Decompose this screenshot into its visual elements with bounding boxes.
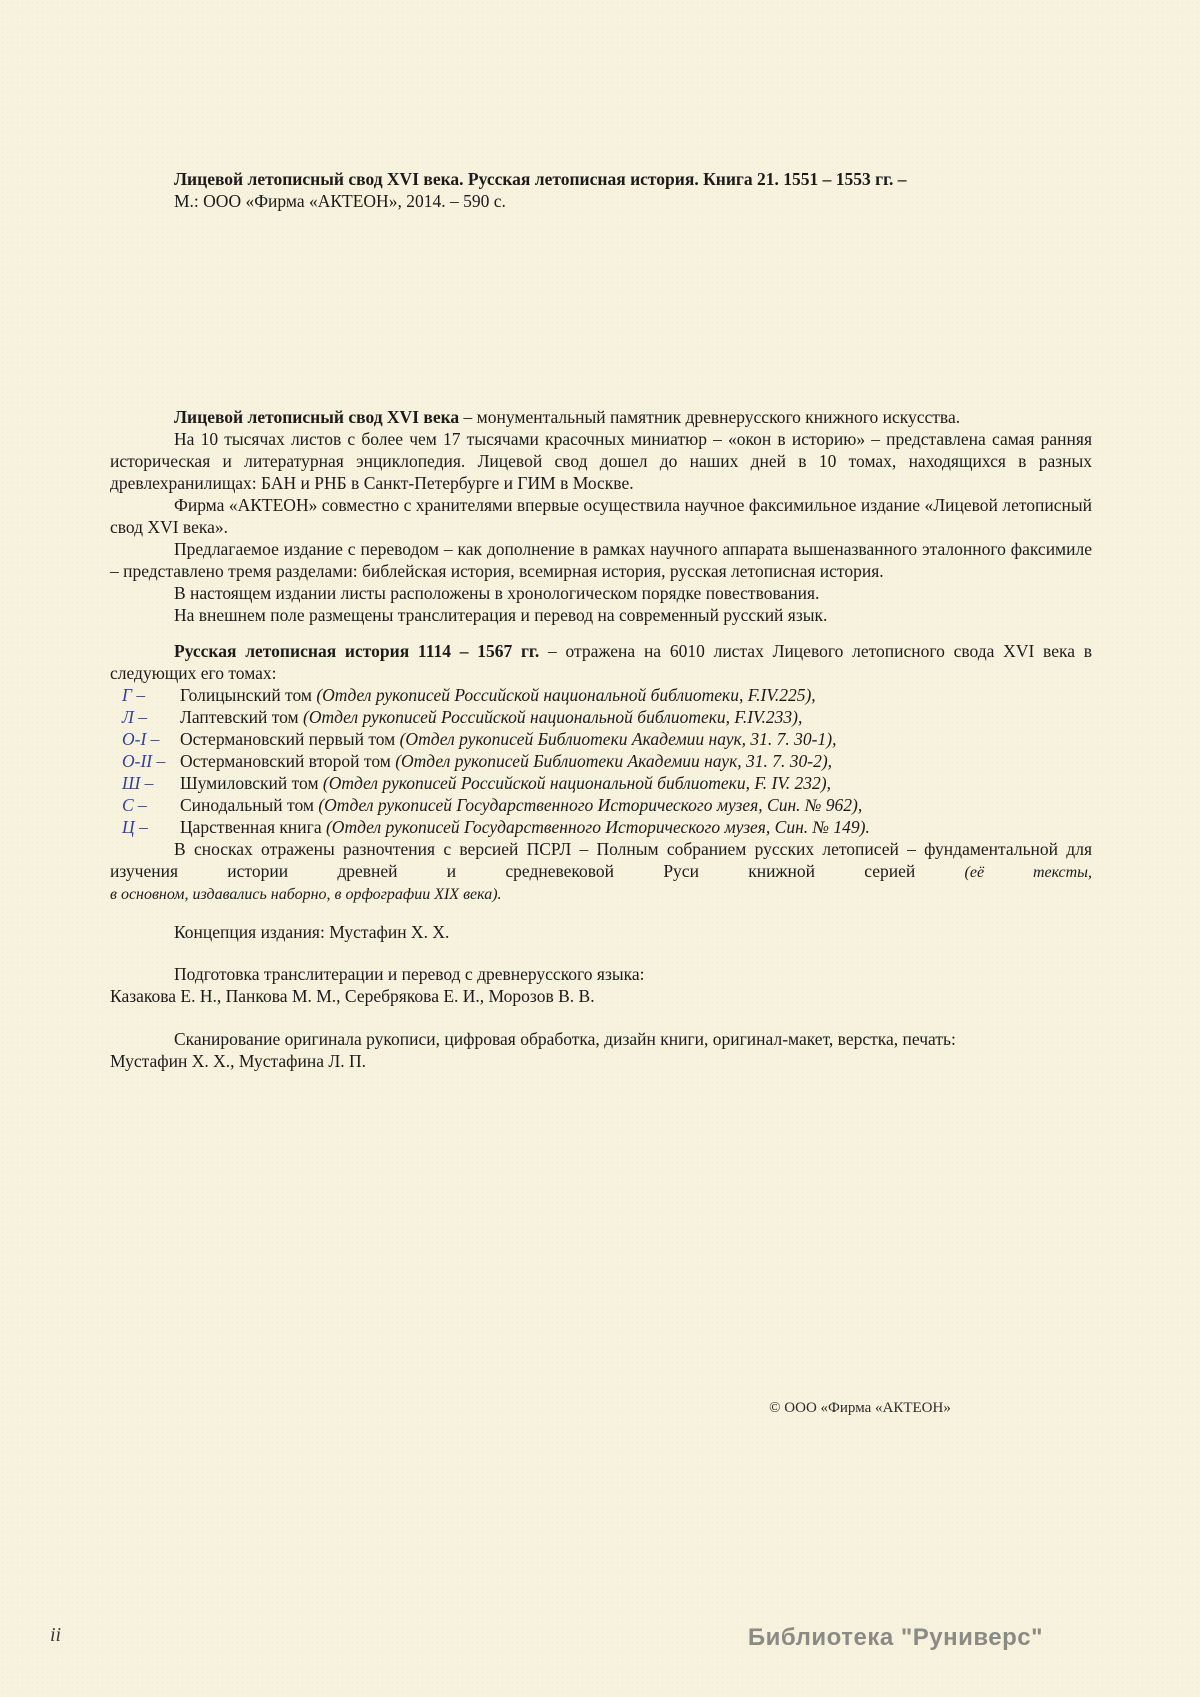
volumes-intro xyxy=(110,640,1092,684)
volume-source: (Отдел рукописей Библиотеки Академии наук, 31. 7. 30-2), xyxy=(395,751,833,771)
footnotes-italic-tail: в основном, издавались наборно, в орфографии XIX века). xyxy=(110,886,502,903)
volume-source: (Отдел рукописей Государственного Исторического музея, Син. № 962), xyxy=(318,795,863,815)
runivers-watermark: Библиотека "Руниверс" xyxy=(747,1624,1043,1651)
intro-paragraph-2: На 10 тысячах листов с более чем 17 тысячами красочных миниатюр – «окон в историю» – представлена самая ранняя историческая и литературная энциклопедия. Лицевой свод дошел до наших дней в 10 томах, находящихся в разных древлехранилищах: БАН и РНБ в Санкт-Петербурге и ГИМ в Москве. xyxy=(110,429,1092,493)
credit-scan-label: Сканирование оригинала рукописи, цифровая обработка, дизайн книги, оригинал-макет, верстка, печать: xyxy=(174,1029,956,1049)
volume-siglum: Ш – xyxy=(122,773,154,793)
list-item xyxy=(110,772,1092,794)
list-item xyxy=(110,728,1092,750)
page-number: ii xyxy=(50,1624,62,1646)
volume-name: Царственная книга xyxy=(180,817,326,837)
footnotes-text: В сносках отражены разночтения с версией ПСРЛ – Полным собранием русских летописей – фундаментальной для изучения истории древней и средневековой Руси книжной серией xyxy=(110,839,1092,881)
credit-translit-names: Казакова Е. Н., Панкова М. М., Серебрякова Е. И., Морозов В. В. xyxy=(110,986,595,1006)
citation-imprint: М.: ООО «Фирма «АКТЕОН», 2014. – 590 с. xyxy=(174,191,506,211)
volume-name: Остермановский первый том xyxy=(180,729,400,749)
list-item xyxy=(110,684,1092,706)
copyright-line: © ООО «Фирма «АКТЕОН» xyxy=(769,1400,951,1416)
intro-paragraph-3: Фирма «АКТЕОН» совместно с хранителями впервые осуществила научное факсимильное издание «Лицевой летописный свод XVI века». xyxy=(110,495,1092,537)
volume-name: Шумиловский том xyxy=(180,773,323,793)
volume-siglum: Ц – xyxy=(122,817,148,837)
volume-siglum: О-I – xyxy=(122,729,160,749)
volume-name: Остермановский второй том xyxy=(180,751,396,771)
intro-paragraph-1 xyxy=(110,406,1092,428)
volume-source: (Отдел рукописей Российской национальной библиотеки, F. IV. 232), xyxy=(322,773,831,793)
volume-name: Лаптевский том xyxy=(180,707,304,727)
credit-translit-label: Подготовка транслитерации и перевод с древнерусского языка: xyxy=(174,964,645,984)
volume-siglum: С – xyxy=(122,795,147,815)
volumes-intro-lead: Русская летописная история 1114 – 1567 гг. xyxy=(174,641,540,661)
list-item xyxy=(110,794,1092,816)
footnotes-paragraph xyxy=(110,838,1092,884)
credit-concept: Концепция издания: Мустафин Х. Х. xyxy=(174,922,450,942)
credit-scan-names: Мустафин Х. Х., Мустафина Л. П. xyxy=(110,1051,366,1071)
list-item xyxy=(110,706,1092,728)
volume-list xyxy=(110,684,1092,838)
volume-siglum: Л – xyxy=(122,707,147,727)
list-item xyxy=(110,816,1092,838)
list-item xyxy=(110,750,1092,772)
volume-source: (Отдел рукописей Библиотеки Академии наук, 31. 7. 30-1), xyxy=(399,729,837,749)
intro-p1-text: – монументальный памятник древнерусского книжного искусства. xyxy=(459,407,961,427)
volume-siglum: О-II – xyxy=(122,751,166,771)
annotation-body xyxy=(110,406,1092,1072)
bibliographic-citation xyxy=(174,168,1094,212)
footnotes-italic-lead: (её тексты, xyxy=(964,864,1092,881)
volume-source: (Отдел рукописей Российской национальной библиотеки, F.IV.233), xyxy=(303,707,803,727)
volume-source: (Отдел рукописей Государственного Исторического музея, Син. № 149). xyxy=(325,817,870,837)
volume-siglum: Г – xyxy=(122,685,146,705)
intro-p1-lead: Лицевой летописный свод XVI века xyxy=(174,407,460,427)
volume-name: Синодальный том xyxy=(180,795,319,815)
citation-title: Лицевой летописный свод XVI века. Русская летописная история. Книга 21. 1551 – 1553 гг. – xyxy=(174,169,907,189)
intro-paragraph-6: На внешнем поле размещены транслитерация и перевод на современный русский язык. xyxy=(174,605,828,625)
volume-name: Голицынский том xyxy=(180,685,317,705)
volumes-intro-text: – отражена на 6010 листах Лицевого летописного свода XVI века в следующих его томах: xyxy=(110,641,1092,683)
intro-paragraph-5: В настоящем издании листы расположены в хронологическом порядке повествования. xyxy=(174,583,820,603)
intro-paragraph-4: Предлагаемое издание с переводом – как дополнение в рамках научного аппарата вышеназванного эталонного факсимиле – представлено тремя разделами: библейская история, всемирная история, русская летописная история. xyxy=(110,539,1092,581)
volume-source: (Отдел рукописей Российской национальной библиотеки, F.IV.225), xyxy=(316,685,816,705)
